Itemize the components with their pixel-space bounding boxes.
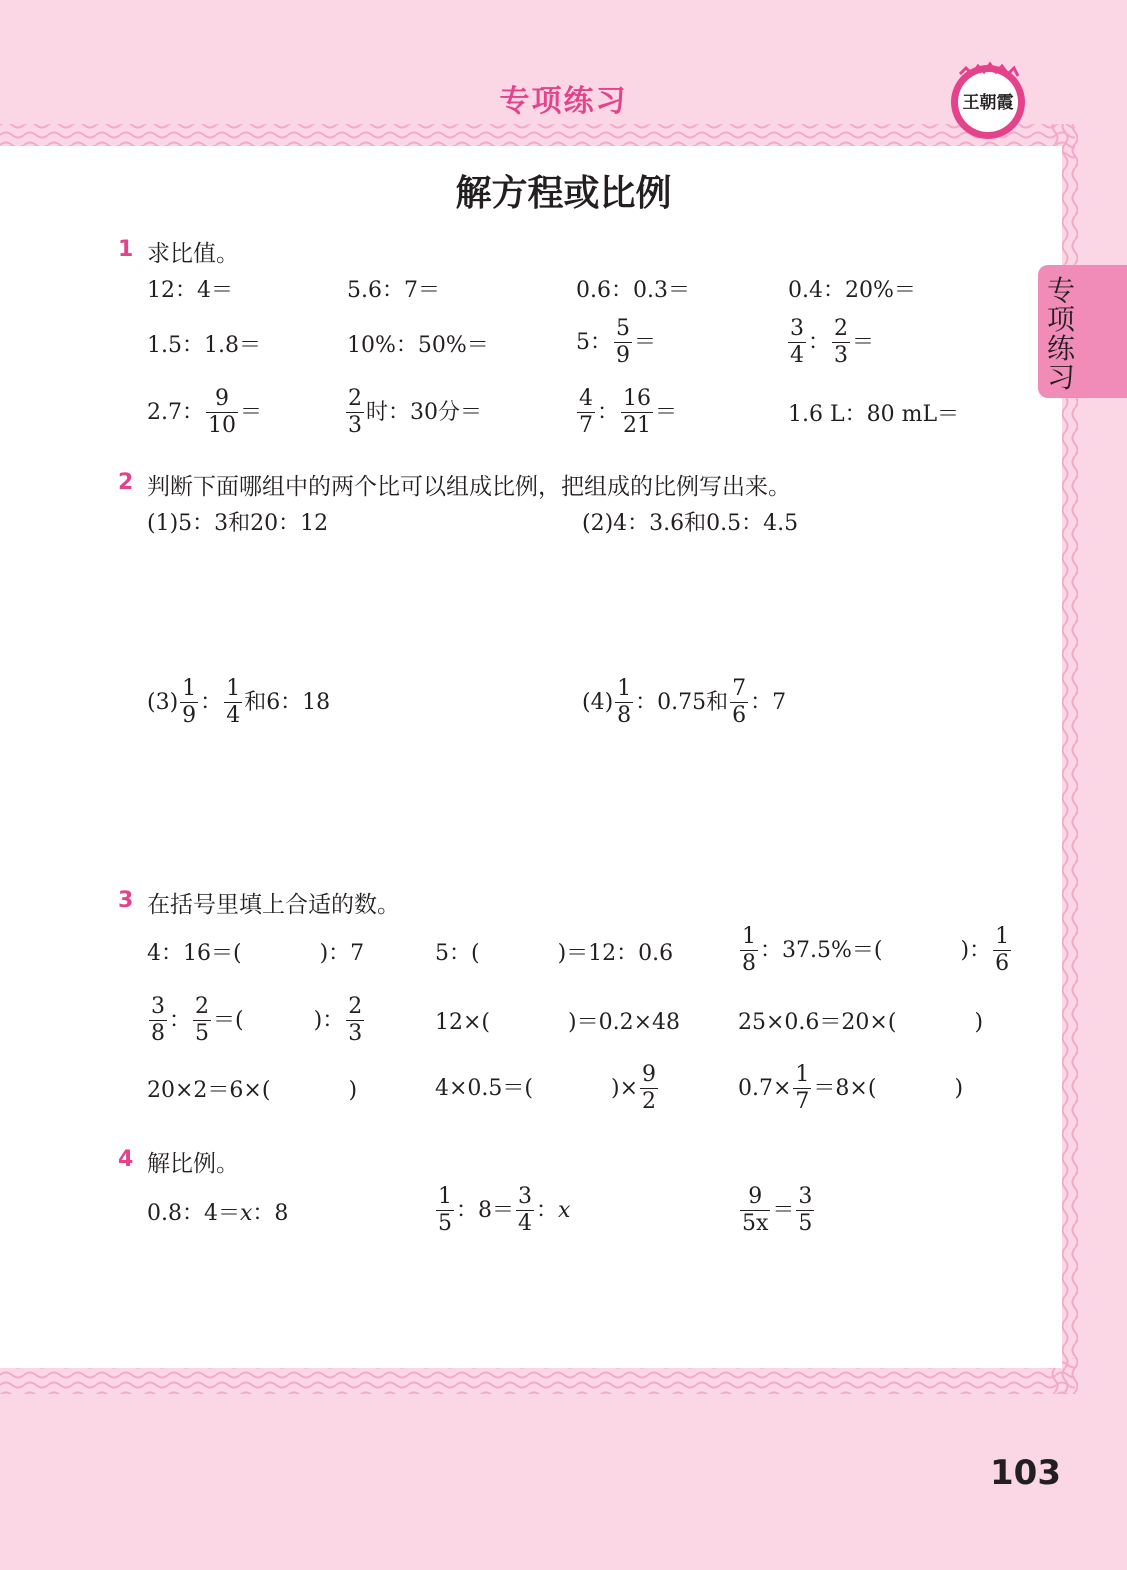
fraction <box>793 1064 811 1113</box>
text-part: ： <box>169 1007 192 1033</box>
question-title: 判断下面哪组中的两个比可以组成比例，把组成的比例写出来。 <box>147 474 791 500</box>
denominator: 3 <box>348 413 362 438</box>
text-part: 20×2＝6×( <box>147 1078 271 1103</box>
denominator: 9 <box>616 343 630 368</box>
proportion-item: (2)4：3.6和0.5：4.5 <box>582 511 799 536</box>
text-part: 0.7× <box>738 1075 792 1101</box>
numerator: 3 <box>151 994 165 1019</box>
question-number: 4 <box>118 1147 134 1172</box>
question-number: 1 <box>118 237 134 262</box>
fill-blank-item <box>147 996 366 1045</box>
numerator: 1 <box>226 676 241 701</box>
text-part: )× <box>611 1075 639 1101</box>
numerator: 9 <box>642 1062 657 1087</box>
fraction <box>788 318 806 367</box>
text-part: )： <box>960 937 992 963</box>
proportion-item <box>147 678 330 727</box>
text-part: )： <box>313 1007 345 1033</box>
fraction <box>640 1064 658 1113</box>
numerator: 5 <box>616 316 630 341</box>
text-part: 0.8：4＝ <box>147 1201 240 1226</box>
text-part: ＝( <box>213 1007 244 1033</box>
text-part: 5： <box>576 329 612 355</box>
numerator: 3 <box>518 1184 532 1209</box>
text-part: ： <box>536 1197 559 1223</box>
fraction <box>436 1186 454 1235</box>
denominator: 4 <box>518 1211 532 1236</box>
ratio-item: 0.6：0.3＝ <box>576 278 690 303</box>
denominator: 8 <box>151 1021 165 1046</box>
numerator: 3 <box>790 316 804 341</box>
fraction <box>206 388 238 437</box>
side-tab-label: 专 项 练 习 <box>1046 274 1075 394</box>
ratio-item: 12：4＝ <box>147 278 233 303</box>
logo-text: 王朝霞 <box>962 93 1014 113</box>
text-part: (3) <box>147 689 179 715</box>
fraction <box>796 1186 814 1235</box>
fraction <box>614 318 632 367</box>
fraction <box>993 926 1011 975</box>
fill-blank-item <box>435 1064 660 1113</box>
numerator: 2 <box>348 386 362 411</box>
numerator: 2 <box>348 994 363 1019</box>
ratio-item <box>575 388 677 437</box>
ratio-item: 1.6 L：80 mL＝ <box>788 402 960 427</box>
numerator: 1 <box>995 924 1010 949</box>
text-part: ： <box>808 329 831 355</box>
text-part: 时：30分＝ <box>366 399 482 425</box>
denominator: 5 <box>195 1021 210 1046</box>
text-part: 12×( <box>435 1010 491 1035</box>
ratio-item: 0.4：20%＝ <box>788 278 916 303</box>
numerator: 9 <box>748 1184 763 1209</box>
denominator: 5 <box>438 1211 452 1236</box>
text-part: ：37.5%＝( <box>760 937 883 963</box>
text-part: ： <box>200 689 223 715</box>
fraction <box>621 388 653 437</box>
fraction <box>740 1186 770 1235</box>
denominator: 6 <box>995 951 1010 976</box>
text-part: ) <box>348 1078 358 1103</box>
denominator: 6 <box>732 703 747 728</box>
fraction <box>615 678 633 727</box>
fraction <box>577 388 595 437</box>
text-part: (4) <box>582 689 614 715</box>
text-part: ：8 <box>252 1201 289 1226</box>
text-part: )：7 <box>319 941 365 966</box>
question-title: 在括号里填上合适的数。 <box>147 892 400 918</box>
fraction <box>224 678 242 727</box>
denominator: 3 <box>834 343 849 368</box>
denominator: 3 <box>348 1021 363 1046</box>
denominator: 5 <box>798 1211 813 1236</box>
text-part: ＝ <box>634 329 657 355</box>
numerator: 3 <box>798 1184 813 1209</box>
text-part: 4×0.5＝( <box>435 1075 534 1101</box>
denominator: 7 <box>795 1089 810 1114</box>
question-title: 解比例。 <box>147 1151 239 1177</box>
numerator: 1 <box>438 1184 452 1209</box>
question-number: 2 <box>118 470 134 495</box>
fraction <box>516 1186 534 1235</box>
denominator: 4 <box>790 343 804 368</box>
denominator: 9 <box>182 703 197 728</box>
text-part: )＝0.2×48 <box>568 1010 681 1035</box>
fraction <box>730 678 748 727</box>
ratio-item <box>576 318 656 367</box>
denominator: 2 <box>642 1089 657 1114</box>
fraction <box>180 678 198 727</box>
ratio-item <box>344 388 482 437</box>
denominator: 21 <box>623 413 652 438</box>
text-part: ＝ <box>852 329 875 355</box>
numerator: 2 <box>834 316 849 341</box>
ratio-item <box>147 388 262 437</box>
numerator: 9 <box>215 386 229 411</box>
header-title: 专项练习 <box>499 84 628 119</box>
fraction <box>193 996 211 1045</box>
numerator: 1 <box>617 676 632 701</box>
numerator: 1 <box>742 924 756 949</box>
text-part: ＝ <box>655 399 678 425</box>
numerator: 4 <box>579 386 593 411</box>
variable: x <box>240 1201 253 1226</box>
ratio-item: 10%：50%＝ <box>347 333 489 358</box>
text-part: 25×0.6＝20×( <box>738 1010 897 1035</box>
denominator: 8 <box>617 703 632 728</box>
text-part: ＝ <box>772 1197 795 1223</box>
text-part: ) <box>974 1010 984 1035</box>
denominator: 5x <box>742 1211 769 1236</box>
fill-blank-item <box>147 943 364 965</box>
fill-blank-item <box>435 943 673 965</box>
text-part: ＝ <box>240 399 263 425</box>
denominator: 7 <box>579 413 593 438</box>
numerator: 1 <box>795 1062 810 1087</box>
fraction <box>149 996 167 1045</box>
ratio-item: 1.5：1.8＝ <box>147 333 261 358</box>
numerator: 2 <box>195 994 210 1019</box>
fill-blank-item <box>435 1012 680 1034</box>
fill-blank-item <box>738 1012 983 1034</box>
text-part: ： <box>597 399 620 425</box>
page-number: 103 <box>990 1453 1061 1493</box>
ratio-item <box>786 318 874 367</box>
fill-blank-item <box>738 1064 963 1113</box>
denominator: 10 <box>208 413 236 438</box>
equation-item <box>738 1186 816 1235</box>
fraction <box>740 926 758 975</box>
numerator: 1 <box>182 676 197 701</box>
text-part: 和6：18 <box>244 689 331 715</box>
text-part: ：8＝ <box>456 1197 514 1223</box>
numerator: 7 <box>732 676 747 701</box>
denominator: 8 <box>742 951 756 976</box>
page-title: 解方程或比例 <box>455 173 672 214</box>
proportion-item <box>582 678 786 727</box>
equation-item <box>434 1186 570 1235</box>
brand-logo <box>948 60 1028 140</box>
fraction <box>346 388 364 437</box>
text-part: ：0.75和 <box>635 689 729 715</box>
text-part: ＝8×( <box>813 1075 877 1101</box>
question-title: 求比值。 <box>147 241 239 267</box>
fill-blank-item <box>738 926 1013 975</box>
text-part: ：7 <box>750 689 787 715</box>
text-part: ) <box>954 1075 964 1101</box>
text-part: 5：( <box>435 941 480 966</box>
equation-item <box>147 1203 288 1225</box>
question-number: 3 <box>118 888 134 913</box>
fraction <box>832 318 850 367</box>
ratio-item: 5.6：7＝ <box>347 278 440 303</box>
text-part: )＝12：0.6 <box>557 941 674 966</box>
fill-blank-item <box>147 1080 357 1102</box>
text-part: 2.7： <box>147 399 204 425</box>
denominator: 4 <box>226 703 241 728</box>
text-part: 4：16＝( <box>147 941 242 966</box>
proportion-item: (1)5：3和20：12 <box>147 511 329 536</box>
fraction <box>346 996 364 1045</box>
variable: x <box>558 1197 571 1223</box>
numerator: 16 <box>623 386 652 411</box>
